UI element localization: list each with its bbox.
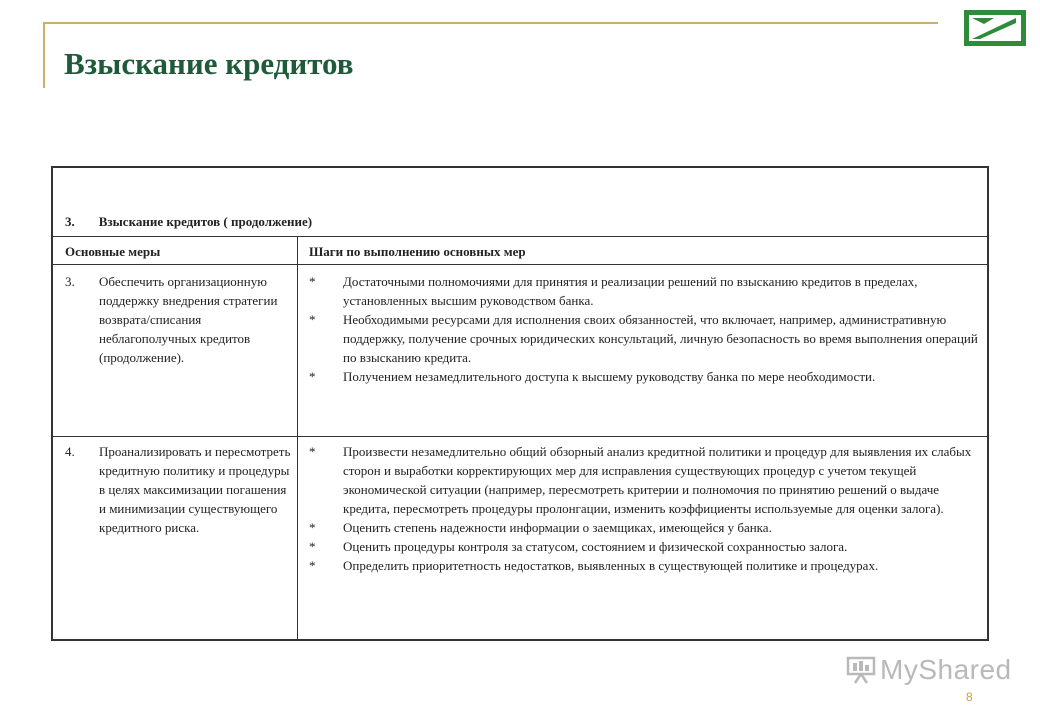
bullet-icon: *	[309, 539, 316, 554]
bullet-icon: *	[309, 558, 316, 573]
list-item: * Необходимыми ресурсами для исполнения своих обязанностей, что включает, например, административную поддержку, получение срочных юридических консультаций, личную безопасность во время выполнения операций по взысканию кредита.	[309, 312, 978, 365]
list-item: * Произвести незамедлительно общий обзорный анализ кредитной политики и процедур для выявления их слабых сторон и выработки корректирующих мер для исправления существующих процедур с учетом текущей экономической ситуации (например, пересмотреть критерии и полномочия по принятию решений о выдаче кредита, пересмотреть процедуры пролонгации, изменить коэффициенты используемые для оценки залога).	[309, 444, 972, 516]
top-accent-line	[44, 22, 938, 24]
list-item: * Оценить степень надежности информации о заемщиках, имеющейся у банка.	[309, 520, 772, 535]
table-divider	[53, 436, 987, 437]
watermark-text: MyShared	[880, 654, 1012, 685]
list-item: * Получением незамедлительного доступа к высшему руководству банка по мере необходимости.	[309, 369, 876, 384]
bullet-icon: *	[309, 274, 316, 289]
table-row-steps	[309, 442, 981, 575]
row-number: 4.	[65, 444, 75, 459]
presentation-icon	[846, 656, 876, 684]
left-accent-line	[43, 22, 45, 88]
row-number: 3.	[65, 274, 75, 289]
column-header-measures: Основные меры	[65, 244, 161, 259]
table-divider	[53, 236, 987, 237]
bank-logo-icon	[964, 10, 1026, 46]
list-item: * Достаточными полномочиями для принятия и реализации решений по взысканию кредитов в пределах, установленных высшим руководством банка.	[309, 274, 918, 308]
bullet-icon: *	[309, 369, 316, 384]
column-divider	[297, 236, 298, 639]
page-number: 8	[966, 690, 973, 704]
page-title: Взыскание кредитов	[64, 46, 354, 81]
column-header-steps: Шаги по выполнению основных мер	[309, 244, 526, 259]
table-divider	[53, 264, 987, 265]
measure-text: Обеспечить организационную поддержку внедрения стратегии возврата/списания неблагополучных кредитов (продолжение).	[99, 274, 278, 365]
list-item: * Оценить процедуры контроля за статусом, состоянием и физической сохранностью залога.	[309, 539, 848, 554]
list-item: * Определить приоритетность недостатков, выявленных в существующей политике и процедурах.	[309, 558, 879, 573]
measures-table	[51, 166, 989, 641]
section-number: 3.	[65, 214, 75, 229]
bullet-icon: *	[309, 312, 316, 327]
watermark	[846, 654, 1012, 686]
measure-text: Проанализировать и пересмотреть кредитную политику и процедуры в целях максимизации погашения и минимизации существующего кредитного риска.	[99, 444, 291, 535]
table-row-measure	[65, 272, 295, 367]
table-row-measure	[65, 442, 295, 537]
bullet-icon: *	[309, 444, 316, 459]
section-heading	[65, 214, 312, 230]
bullet-icon: *	[309, 520, 316, 535]
table-row-steps	[309, 272, 981, 386]
section-label: Взыскание кредитов ( продолжение)	[98, 214, 313, 229]
